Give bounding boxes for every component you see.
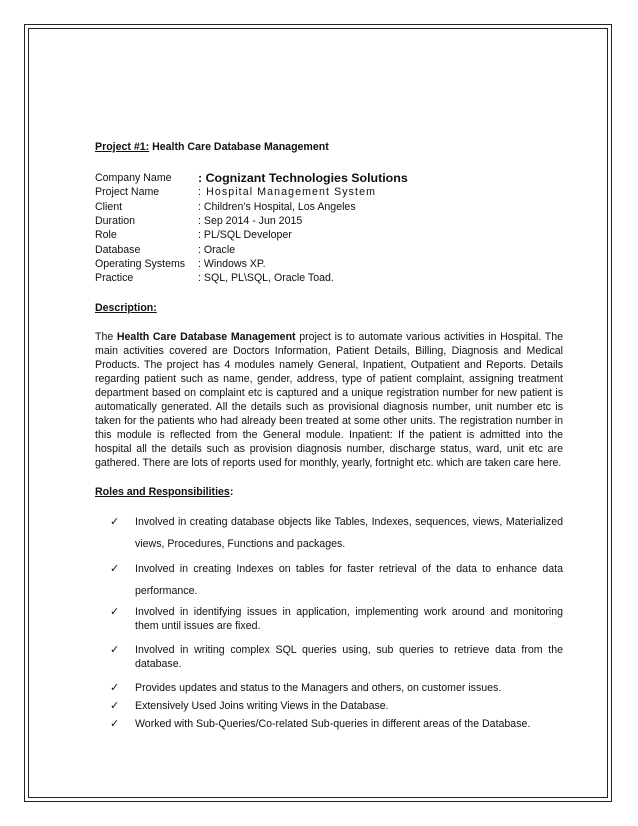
detail-row-project-name bbox=[95, 185, 563, 199]
detail-row-database bbox=[95, 242, 563, 256]
checkmark-icon: ✓ bbox=[110, 563, 120, 576]
list-item bbox=[110, 605, 563, 633]
detail-row-practice bbox=[95, 271, 563, 285]
detail-key: Practice bbox=[95, 272, 134, 285]
list-item bbox=[110, 558, 563, 602]
list-item-text: Involved in creating database objects like Tables, Indexes, sequences, views, Materialized views, Procedures, Functions and packages. bbox=[135, 516, 563, 551]
detail-key: Operating Systems bbox=[95, 257, 186, 270]
resume-content bbox=[95, 140, 563, 735]
list-item bbox=[110, 511, 563, 555]
detail-value: : Cognizant Technologies Solutions bbox=[198, 171, 408, 186]
detail-key: Duration bbox=[95, 215, 136, 228]
detail-value: : SQL, PL\SQL, Oracle Toad. bbox=[198, 272, 334, 285]
list-item bbox=[110, 681, 563, 695]
list-item-text: Involved in identifying issues in application, implementing work around and monitoring them until issues are fixed. bbox=[135, 606, 563, 633]
project-name: Health Care Database Management bbox=[149, 141, 329, 153]
list-item bbox=[110, 643, 563, 671]
detail-value: : Oracle bbox=[198, 243, 236, 256]
description-heading: Description: bbox=[95, 302, 157, 315]
list-item-text: Involved in writing complex SQL queries using, sub queries to retrieve data from the database. bbox=[135, 644, 563, 671]
detail-value: : Hospital Management System bbox=[198, 186, 377, 199]
list-item-text: Worked with Sub-Queries/Co-related Sub-queries in different areas of the Database. bbox=[135, 718, 531, 731]
detail-value: : Children’s Hospital, Los Angeles bbox=[198, 200, 356, 213]
roles-heading bbox=[95, 485, 563, 499]
checkmark-icon: ✓ bbox=[110, 644, 120, 657]
checkmark-icon: ✓ bbox=[110, 606, 120, 619]
checkmark-icon: ✓ bbox=[110, 718, 120, 731]
detail-row-os bbox=[95, 257, 563, 271]
list-item bbox=[110, 717, 563, 731]
list-item bbox=[110, 699, 563, 713]
detail-row-duration bbox=[95, 214, 563, 228]
checkmark-icon: ✓ bbox=[110, 516, 120, 529]
project-details bbox=[95, 171, 563, 285]
detail-key: Database bbox=[95, 243, 141, 256]
list-item-text: Extensively Used Joins writing Views in the Database. bbox=[135, 700, 389, 713]
checkmark-icon: ✓ bbox=[110, 682, 120, 695]
detail-key: Client bbox=[95, 200, 123, 213]
detail-row-role bbox=[95, 228, 563, 242]
detail-key: Role bbox=[95, 229, 117, 242]
checkmark-icon: ✓ bbox=[110, 700, 120, 713]
project-title bbox=[95, 140, 563, 154]
project-label: Project #1: bbox=[95, 141, 150, 153]
description-bold-name: Health Care Database Management bbox=[116, 331, 296, 344]
detail-value: : Windows XP. bbox=[198, 257, 266, 270]
description-intro: The bbox=[95, 331, 117, 344]
description-body: project is to automate various activities in Hospital. The main activities covered are Doctors Information, Patient Details, Billing, Diagnosis and Medical Products. The project has 4 modules namely General, Inpatient, Outpatient and Reports. Details regarding patient such as name, gender, address, type of patient complaint, assigning treatment department based on complaint etc is captured and a unique registration number for new patient is automatically generated. All the details such as provisional diagnosis number, unit number etc is taken for the patients who had already been treated at some other units. The registration number in this module is reflected from the General module. Inpatient: If the patient is admitted into the hospital all the details such as provision diagnosis number, discharge status, ward, unit etc are gathered. There are lots of reports used for monthly, yearly, fortnight etc. which are taken care here. bbox=[95, 331, 563, 470]
detail-row-company bbox=[95, 171, 563, 185]
detail-value: : Sep 2014 - Jun 2015 bbox=[198, 215, 303, 228]
list-item-text: Involved in creating Indexes on tables for faster retrieval of the data to enhance data performance. bbox=[135, 563, 563, 598]
roles-heading-colon: : bbox=[229, 486, 234, 499]
description-paragraph bbox=[95, 330, 563, 470]
detail-key: Company Name bbox=[95, 172, 172, 185]
detail-row-client bbox=[95, 200, 563, 214]
list-item-text: Provides updates and status to the Managers and others, on customer issues. bbox=[135, 682, 502, 695]
roles-heading-text: Roles and Responsibilities bbox=[95, 486, 230, 499]
detail-key: Project Name bbox=[95, 186, 160, 199]
roles-list bbox=[95, 511, 563, 731]
detail-value: : PL/SQL Developer bbox=[198, 229, 292, 242]
